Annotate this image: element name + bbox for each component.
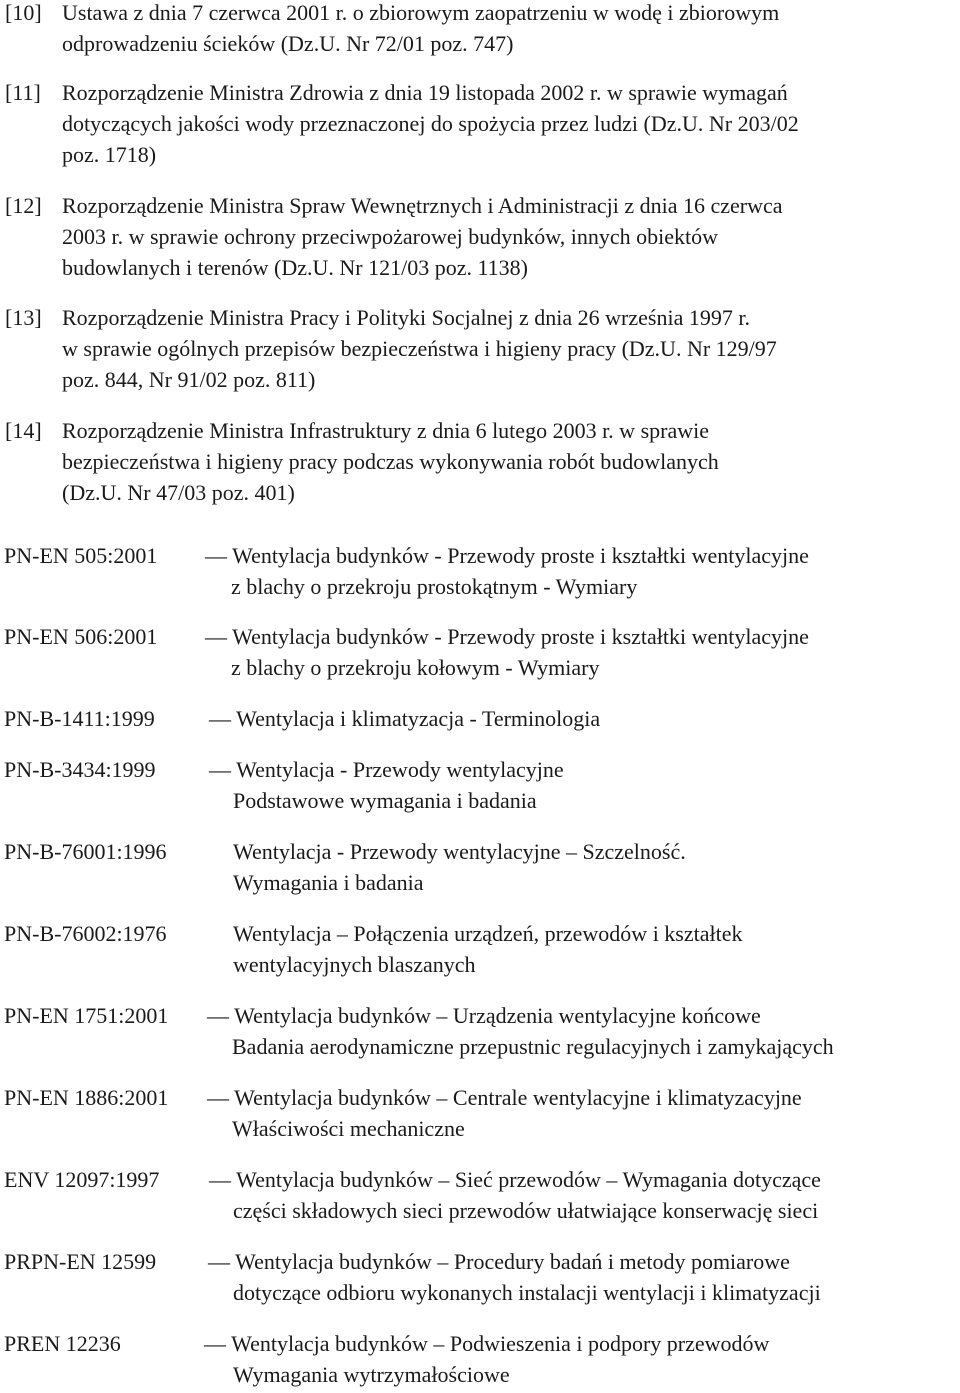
standard-title-continued: wentylacyjnych blaszanych [233, 952, 476, 977]
reference-item [5, 0, 950, 59]
reference-item [5, 415, 950, 508]
standard-title-continued: Badania aerodynamiczne przepustnic regulacyjnych i zamykających [232, 1034, 834, 1059]
standard-title-continued: Wymagania i badania [233, 870, 424, 895]
standard-title: Wentylacja - Przewody wentylacyjne [236, 757, 564, 782]
standard-title-continued: Wymagania wytrzymałościowe [233, 1362, 510, 1387]
standard-title-continued: dotyczące odbioru wykonanych instalacji wentylacji i klimatyzacji [233, 1280, 821, 1305]
standard-code: PN-B-3434:1999 [4, 757, 156, 782]
standard-code: PRPN-EN 12599 [4, 1249, 157, 1274]
reference-number: [12] [5, 193, 42, 218]
dash-separator: — [209, 706, 231, 731]
reference-text-line: dotyczących jakości wody przeznaczonej do spożycia przez ludzi (Dz.U. Nr 203/02 [62, 111, 799, 136]
reference-item [5, 77, 950, 170]
reference-text-line: Rozporządzenie Ministra Zdrowia z dnia 19 listopada 2002 r. w sprawie wymagań [62, 80, 788, 105]
reference-number: [11] [5, 80, 41, 105]
standard-title: Wentylacja - Przewody wentylacyjne – Szczelność. [233, 839, 686, 864]
standard-title-continued: z blachy o przekroju kołowym - Wymiary [231, 655, 600, 680]
dash-separator: — [207, 1003, 229, 1028]
reference-item [5, 190, 950, 283]
reference-text-line: 2003 r. w sprawie ochrony przeciwpożarowej budynków, innych obiektów [62, 224, 718, 249]
reference-text-line: Rozporządzenie Ministra Pracy i Polityki Socjalnej z dnia 26 września 1997 r. [62, 305, 750, 330]
standard-title-continued: Podstawowe wymagania i badania [233, 788, 537, 813]
standard-title-continued: z blachy o przekroju prostokątnym - Wymiary [231, 574, 638, 599]
reference-number: [14] [5, 418, 42, 443]
reference-number: [13] [5, 305, 42, 330]
standard-title-continued: części składowych sieci przewodów ułatwiające konserwację sieci [233, 1198, 819, 1223]
standard-title: Wentylacja budynków – Podwieszenia i podpory przewodów [231, 1331, 770, 1356]
reference-number: [10] [5, 0, 42, 25]
standard-code: PN-B-76001:1996 [4, 839, 167, 864]
standard-title: Wentylacja budynków - Przewody proste i kształtki wentylacyjne [232, 624, 809, 649]
dash-separator: — [208, 1249, 230, 1274]
dash-separator: — [204, 1331, 226, 1356]
standard-title: Wentylacja budynków – Procedury badań i metody pomiarowe [235, 1249, 790, 1274]
standard-title: Wentylacja budynków – Centrale wentylacyjne i klimatyzacyjne [234, 1085, 802, 1110]
standard-title: Wentylacja budynków – Sieć przewodów – Wymagania dotyczące [236, 1167, 821, 1192]
reference-text-line: budowlanych i terenów (Dz.U. Nr 121/03 poz. 1138) [62, 255, 528, 280]
standard-code: ENV 12097:1997 [4, 1167, 160, 1192]
standard-code: PN-EN 1886:2001 [4, 1085, 169, 1110]
standard-code: PN-B-76002:1976 [4, 921, 167, 946]
standard-title: Wentylacja budynków - Przewody proste i kształtki wentylacyjne [232, 543, 809, 568]
reference-text-line: w sprawie ogólnych przepisów bezpieczeństwa i higieny pracy (Dz.U. Nr 129/97 [62, 336, 777, 361]
dash-separator: — [207, 1085, 229, 1110]
reference-text-line: poz. 1718) [62, 142, 157, 167]
standard-title: Wentylacja – Połączenia urządzeń, przewodów i kształtek [233, 921, 743, 946]
dash-separator: — [205, 543, 227, 568]
reference-text-line: Ustawa z dnia 7 czerwca 2001 r. o zbiorowym zaopatrzeniu w wodę i zbiorowym [62, 0, 780, 25]
standard-code: PN-EN 1751:2001 [4, 1003, 169, 1028]
reference-text-line: poz. 844, Nr 91/02 poz. 811) [62, 367, 316, 392]
standard-code: PREN 12236 [4, 1331, 121, 1356]
standard-title: Wentylacja budynków – Urządzenia wentylacyjne końcowe [234, 1003, 761, 1028]
dash-separator: — [209, 1167, 231, 1192]
reference-item [5, 302, 950, 395]
reference-text-line: Rozporządzenie Ministra Spraw Wewnętrznych i Administracji z dnia 16 czerwca [62, 193, 783, 218]
reference-text-line: Rozporządzenie Ministra Infrastruktury z dnia 6 lutego 2003 r. w sprawie [62, 418, 709, 443]
dash-separator: — [205, 624, 227, 649]
standard-code: PN-EN 505:2001 [4, 543, 158, 568]
reference-text-line: odprowadzeniu ścieków (Dz.U. Nr 72/01 poz. 747) [62, 31, 514, 56]
standard-title: Wentylacja i klimatyzacja - Terminologia [236, 706, 601, 731]
reference-text-line: (Dz.U. Nr 47/03 poz. 401) [62, 480, 295, 505]
reference-text-line: bezpieczeństwa i higieny pracy podczas wykonywania robót budowlanych [62, 449, 719, 474]
standard-title-continued: Właściwości mechaniczne [232, 1116, 465, 1141]
standard-code: PN-B-1411:1999 [4, 706, 155, 731]
dash-separator: — [209, 757, 231, 782]
standard-code: PN-EN 506:2001 [4, 624, 158, 649]
